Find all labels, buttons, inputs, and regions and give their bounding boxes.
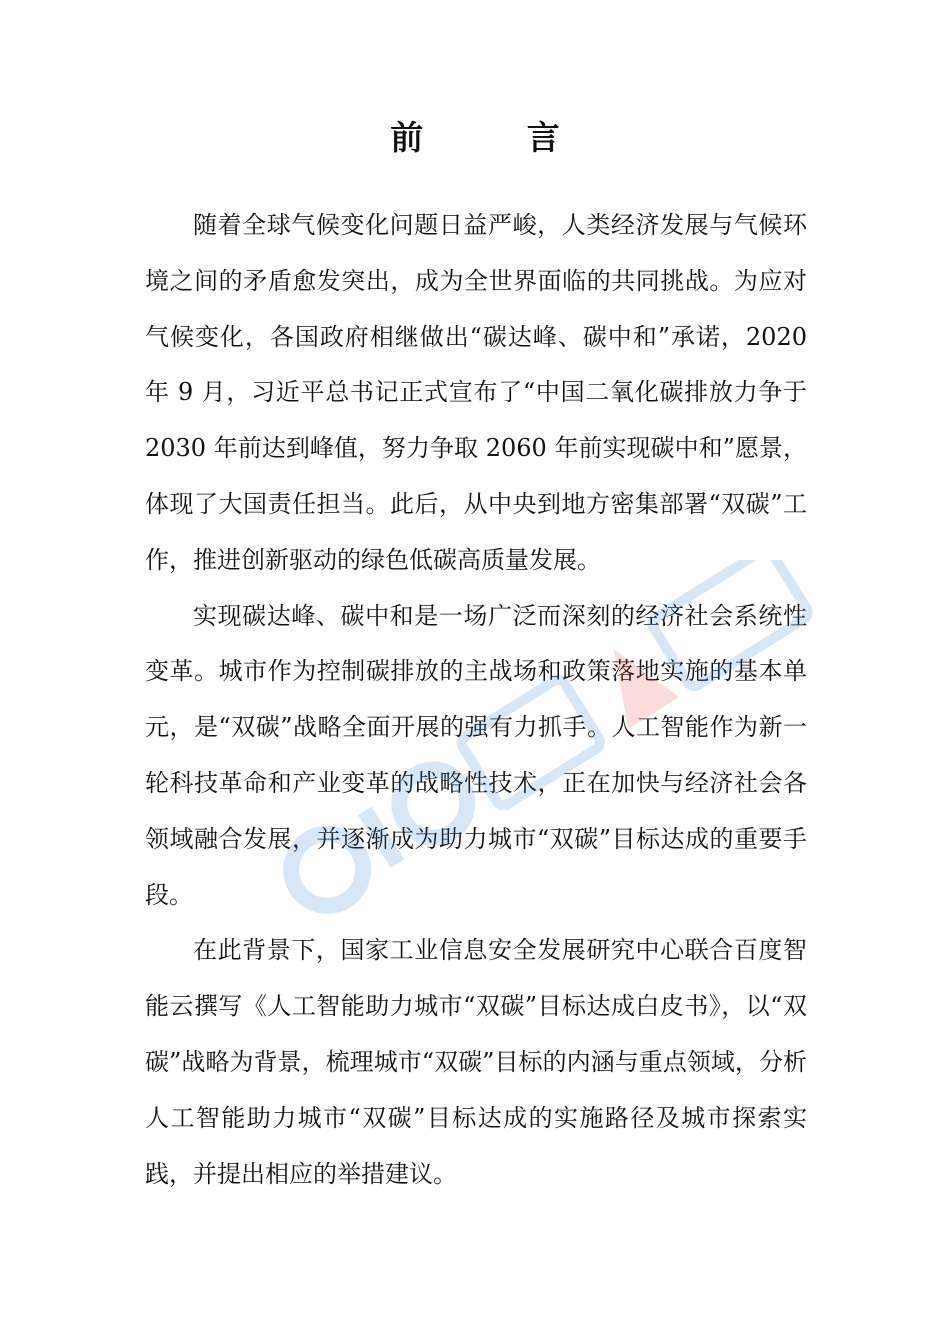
paragraph-2: 实现碳达峰、碳中和是一场广泛而深刻的经济社会系统性变革。城市作为控制碳排放的主战场和政策落地实施的基本单元，是“双碳”战略全面开展的强有力抓手。人工智能作为新一轮科技革命和产业变革的战略性技术，正在加快与经济社会各领域融合发展，并逐渐成为助力城市“双碳”目标达成的重要手段。 [145,601,807,909]
paragraph-3: 在此背景下，国家工业信息安全发展研究中心联合百度智能云撰写《人工智能助力城市“双碳”目标达成白皮书》，以“双碳”战略为背景，梳理城市“双碳”目标的内涵与重点领域，分析人工智能助力城市“双碳”目标达成的实施路径及城市探索实践，并提出相应的举措建议。 [145,936,807,1188]
document-body [145,198,807,1202]
paragraph-1: 随着全球气候变化问题日益严峻，人类经济发展与气候环境之间的矛盾愈发突出，成为全世界面临的共同挑战。为应对气候变化，各国政府相继做出“碳达峰、碳中和”承诺，2020 年 9 月，习近平总书记正式宣布了“中国二氧化碳排放力争于 2030 年前达到峰值，努力争取 2060 年前实现碳中和”愿景，体现了大国责任担当。此后，从中央到地方密集部署“双碳”工作，推进创新驱动的绿色低碳高质量发展。 [145,211,807,574]
page-title: 前 言 [390,118,606,157]
